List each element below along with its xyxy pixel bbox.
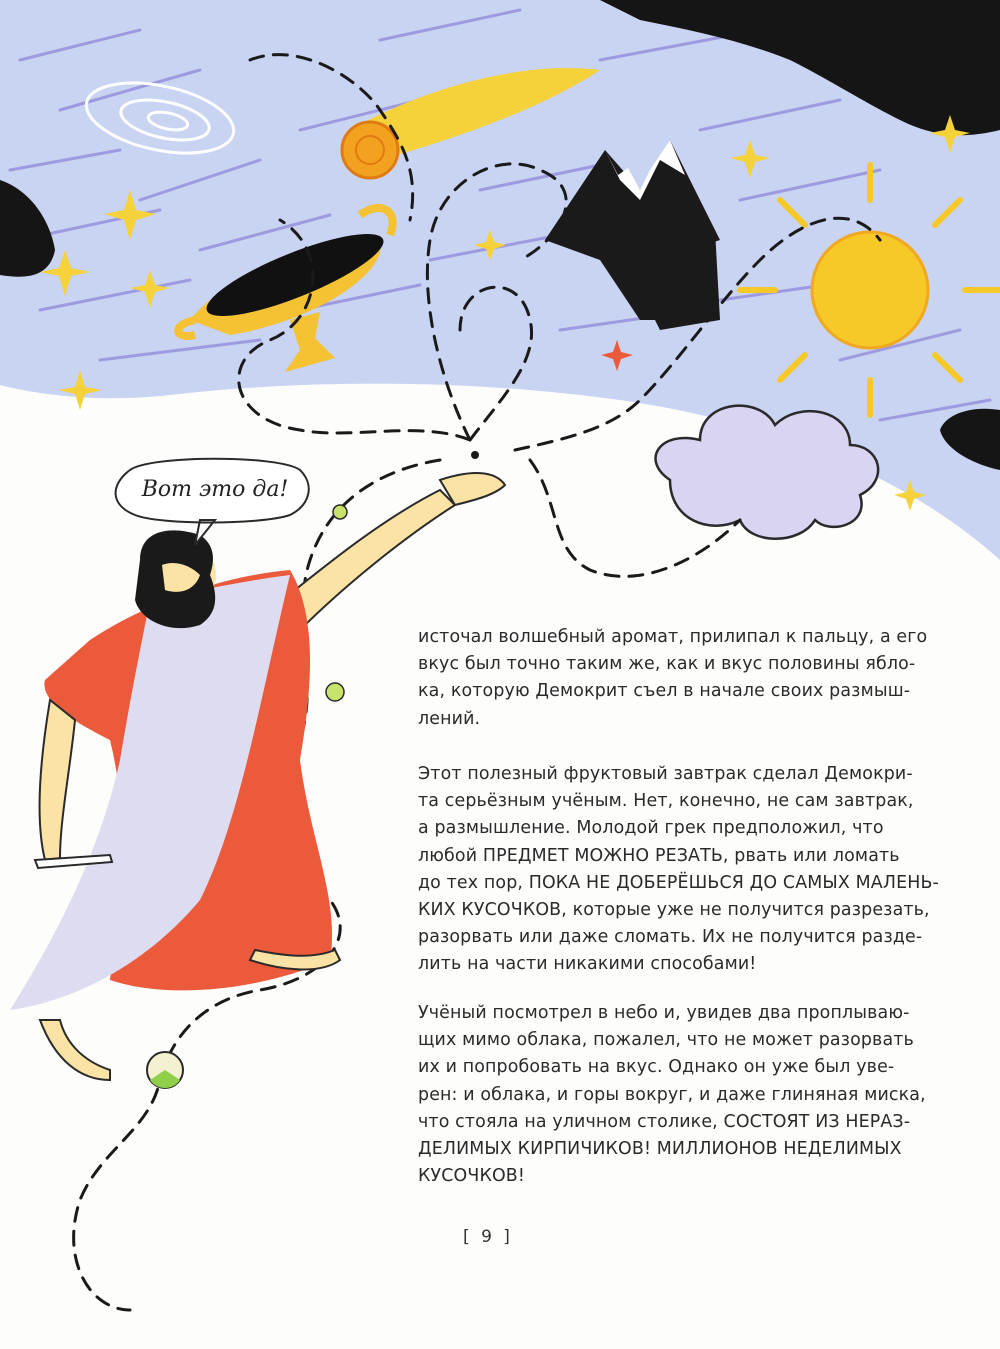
text-paragraph-2 — [418, 761, 948, 979]
page-number: [ 9 ] — [463, 1227, 513, 1247]
speech-bubble-text: Вот это да! — [141, 477, 289, 502]
paragraph-text: Учёный посмотрел в небо и, увидев два проплываю- щих мимо облака, пожалел, что не может разорвать их и попробовать на вкус. Однако он уже был уве- рен: и облака, и горы вокруг, и даже глиняная миска, что стояла на уличном столике, СОСТОЯТ ИЗ НЕРАЗ- ДЕЛИМЫХ КИРПИЧИКОВ! МИЛЛИОНОВ НЕДЕЛИМЫХ КУСОЧКОВ! — [418, 1003, 926, 1187]
clouds — [656, 406, 879, 539]
text-paragraph-3 — [418, 1000, 948, 1190]
focus-point — [471, 451, 479, 459]
text-paragraph-1 — [418, 624, 948, 733]
paragraph-text: Этот полезный фруктовый завтрак сделал Демокри- та серьёзным учёным. Нет, конечно, не сам завтрак, а размышление. Молодой грек предположил, что любой ПРЕДМЕТ МОЖНО РЕЗАТЬ, рвать или ломать до тех пор, ПОКА НЕ ДОБЕРЁШЬСЯ ДО САМЫХ МАЛЕНЬ- КИХ КУСОЧКОВ, которые уже не получится разрезать, разорвать или даже сломать. Их не получится разде- лить на части никакими способами! — [418, 764, 939, 975]
paragraph-text: источал волшебный аромат, прилипал к пальцу, а его вкус был точно таким же, как и вкус половины ябло- ка, которую Демокрит съел в начале своих размыш- лений. — [418, 627, 928, 729]
speech-bubble — [116, 459, 309, 545]
